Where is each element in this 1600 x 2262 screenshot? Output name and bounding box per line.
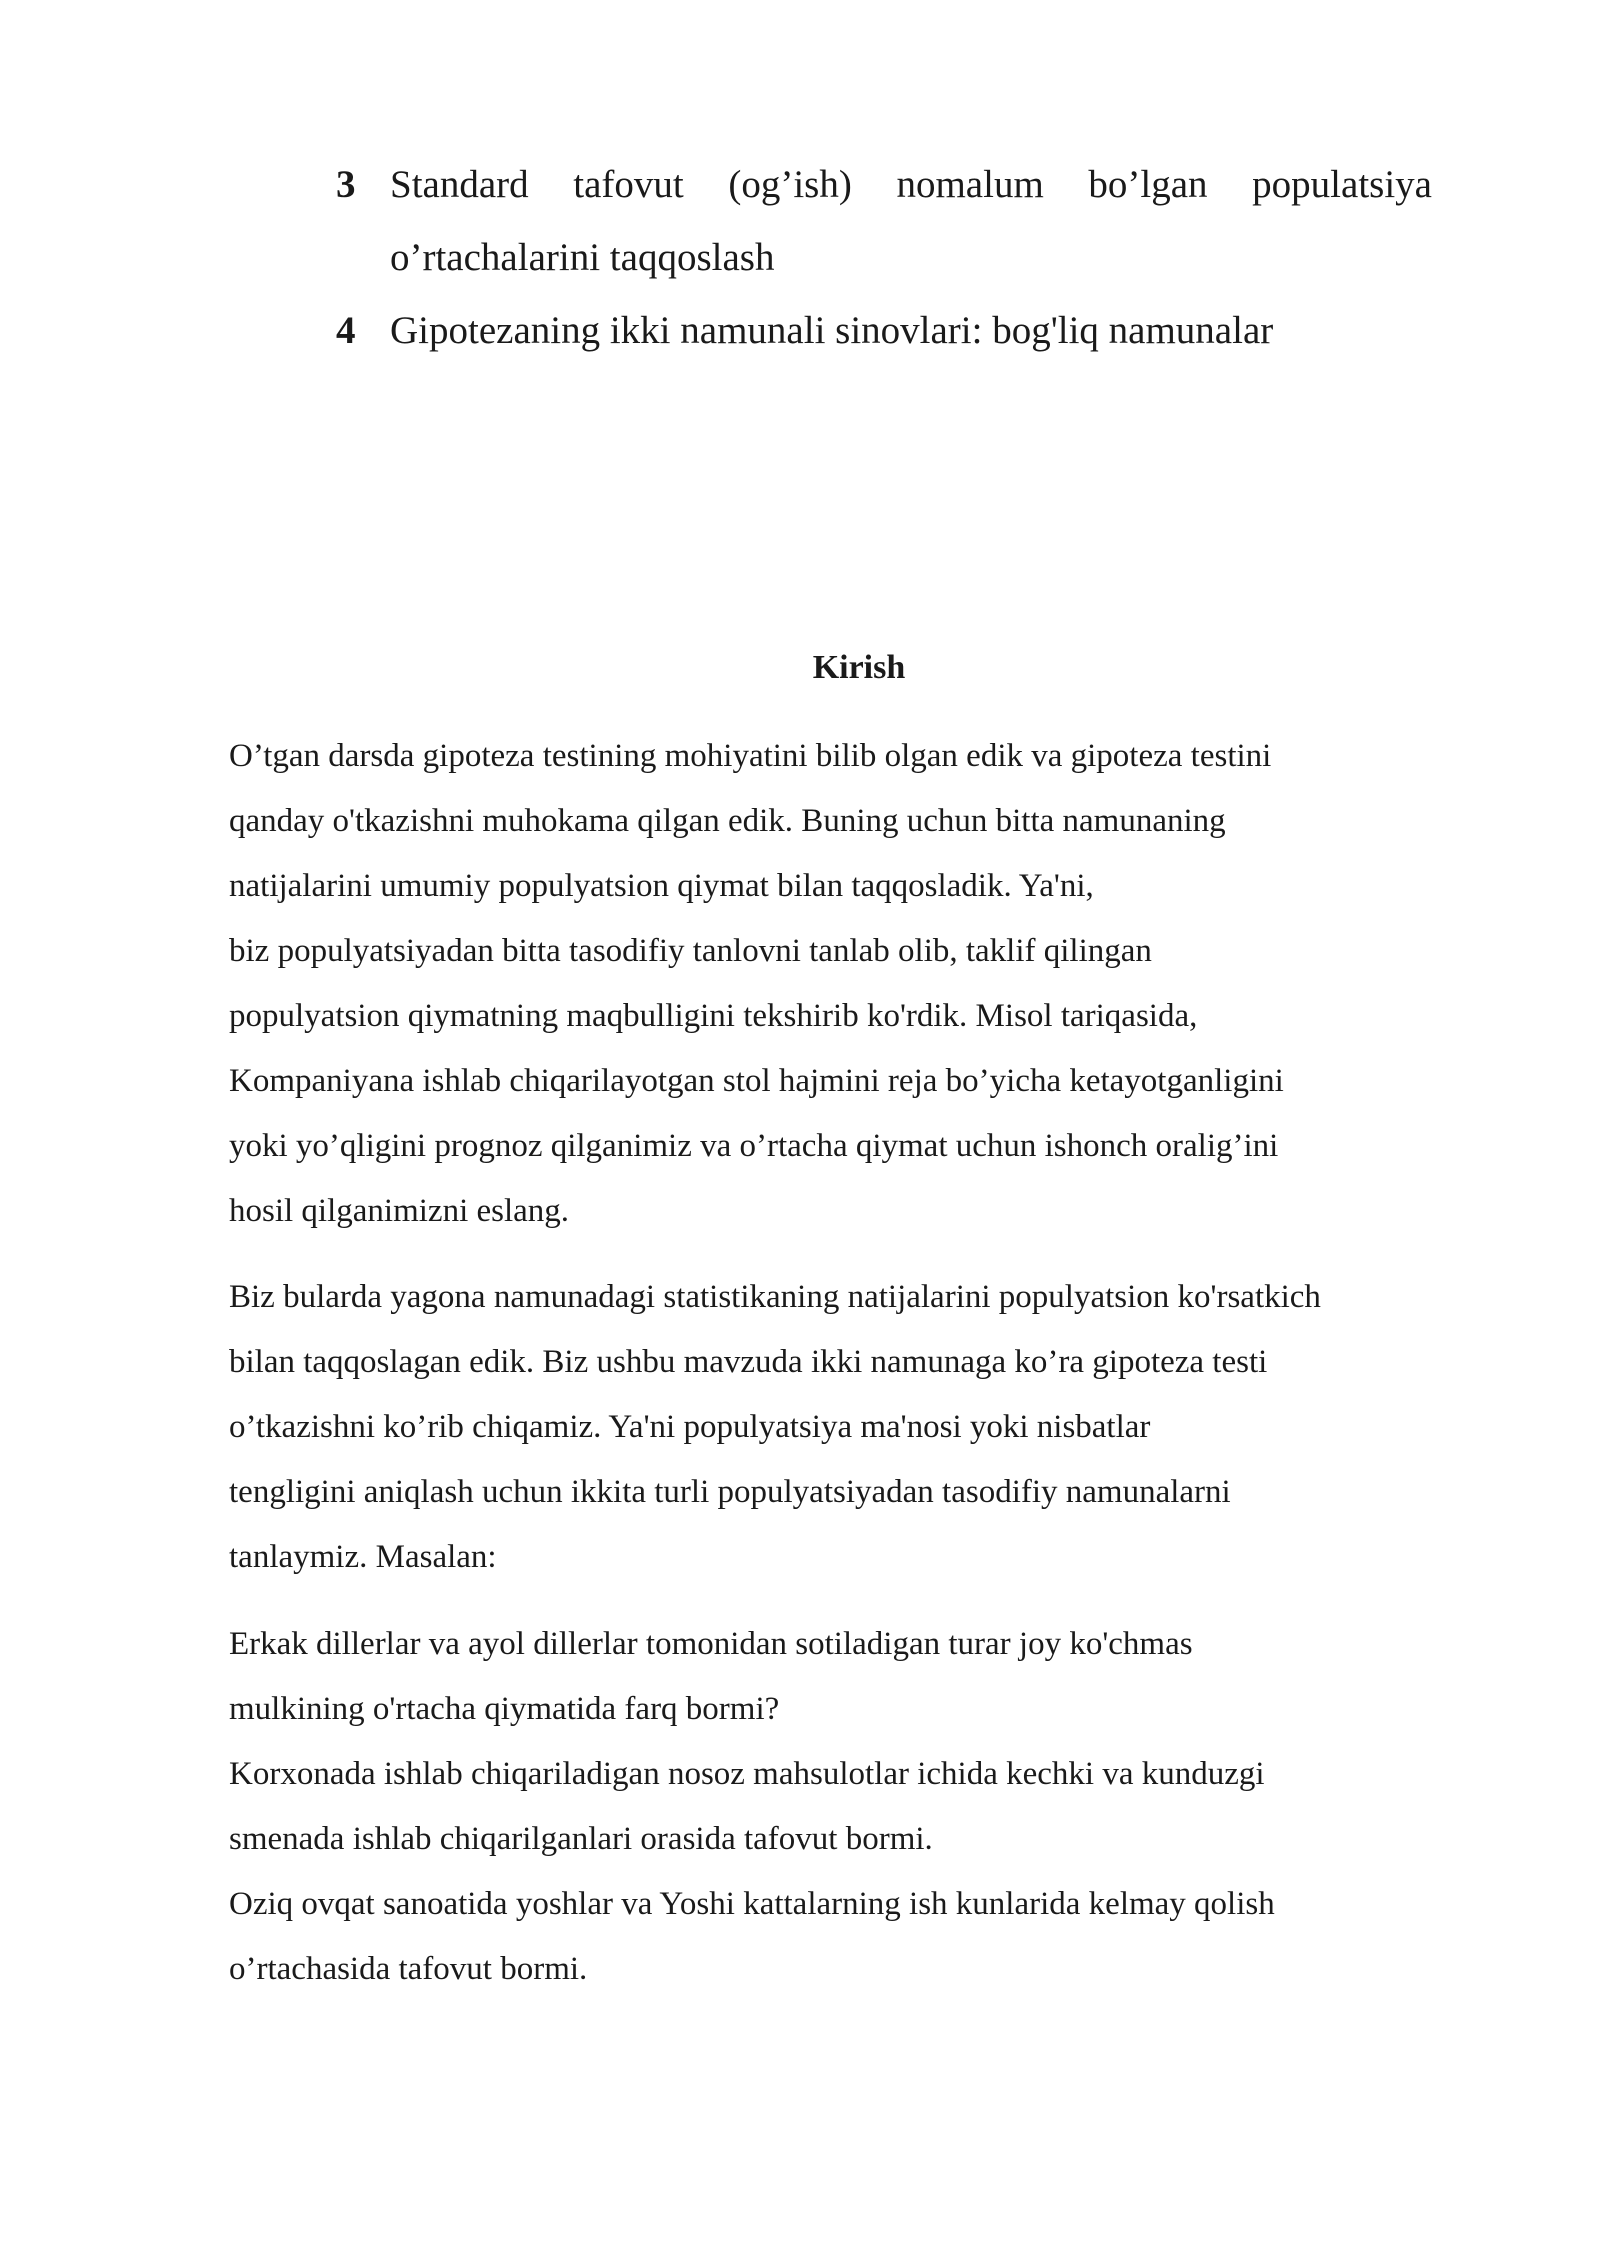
paragraph-line: biz populyatsiyadan bitta tasodifiy tanlovni tanlab olib, taklif qilingan [229,933,1152,969]
paragraph [229,1612,1499,2002]
paragraph-line: populyatsion qiymatning maqbulligini tekshirib ko'rdik. Misol tariqasida, [229,998,1198,1034]
toc-item-number: 3 [336,163,356,206]
paragraph-line: hosil qilganimizni eslang. [229,1193,570,1229]
paragraph-line: yoki yo’qligini prognoz qilganimiz va o’rtacha qiymat uchun ishonch oralig’ini [229,1128,1279,1164]
paragraph-line: o’tkazishni ko’rib chiqamiz. Ya'ni populyatsiya ma'nosi yoki nisbatlar [229,1409,1151,1445]
section-heading: Kirish [812,649,906,686]
paragraph [229,724,1499,1244]
toc-item [336,148,1432,294]
paragraph-line: bilan taqqoslagan edik. Biz ushbu mavzuda ikki namunaga ko’ra gipoteza testi [229,1344,1268,1380]
paragraph-line: Erkak dillerlar va ayol dillerlar tomonidan sotiladigan turar joy ko'chmas [229,1626,1193,1662]
paragraph [229,1265,1499,1590]
paragraph-line: tanlaymiz. Masalan: [229,1539,497,1575]
toc-item-text: Standard tafovut (og’ish) nomalum bo’lgan populatsiya o’rtachalarini taqqoslash [390,163,1432,279]
paragraph-line: Korxonada ishlab chiqariladigan nosoz mahsulotlar ichida kechki va kunduzgi [229,1756,1265,1792]
paragraph-line: o’rtachasida tafovut bormi. [229,1951,588,1987]
paragraph-line: mulkining o'rtacha qiymatida farq bormi? [229,1691,780,1727]
toc-item-text: Gipotezaning ikki namunali sinovlari: bog'liq namunalar [390,309,1274,352]
paragraph-line: Kompaniyana ishlab chiqarilayotgan stol hajmini reja bo’yicha ketayotganligini [229,1063,1284,1099]
toc-item-number: 4 [336,309,356,352]
toc-item [336,294,1432,367]
paragraph-line: Biz bularda yagona namunadagi statistikaning natijalarini populyatsion ko'rsatkich [229,1279,1321,1315]
paragraph-line: qanday o'tkazishni muhokama qilgan edik. Buning uchun bitta namunaning [229,803,1226,839]
paragraph-line: tengligini aniqlash uchun ikkita turli populyatsiyadan tasodifiy namunalarni [229,1474,1231,1510]
paragraph-line: O’tgan darsda gipoteza testining mohiyatini bilib olgan edik va gipoteza testini [229,738,1272,774]
paragraph-line: smenada ishlab chiqarilganlari orasida tafovut bormi. [229,1821,933,1857]
table-of-contents [336,148,1432,367]
paragraph-line: natijalarini umumiy populyatsion qiymat bilan taqqosladik. Ya'ni, [229,868,1094,904]
paragraph-line: Oziq ovqat sanoatida yoshlar va Yoshi kattalarning ish kunlarida kelmay qolish [229,1886,1275,1922]
